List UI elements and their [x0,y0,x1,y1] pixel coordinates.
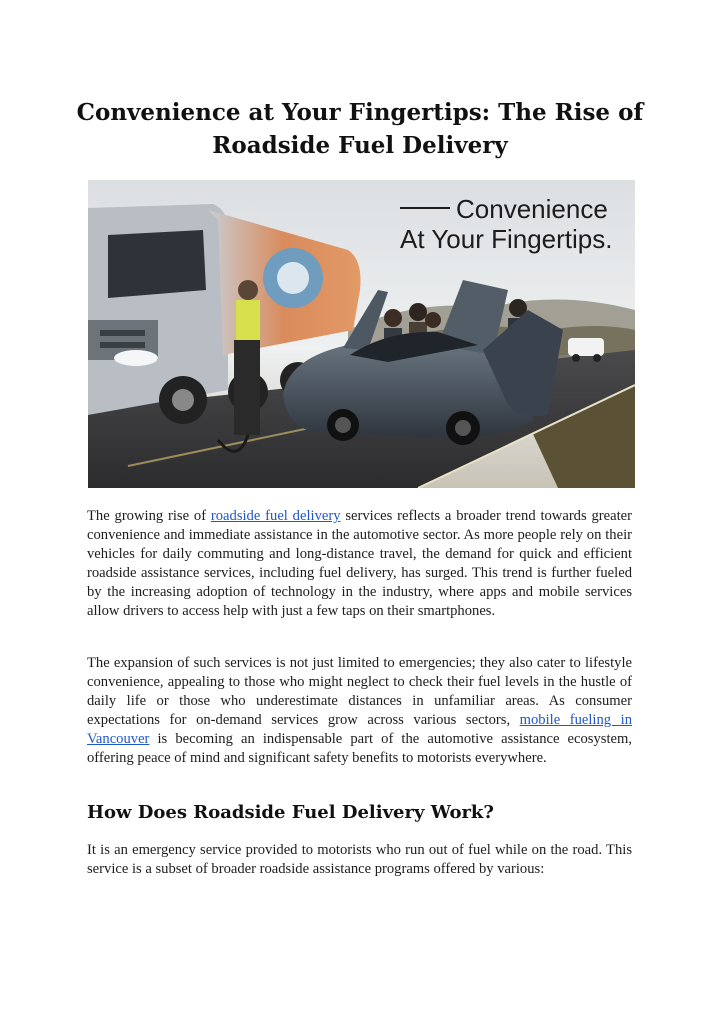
paragraph-1-rest: services reflects a broader trend towards greater convenience and immediate assistance in the automotive sector. As more people rely on their vehicles for daily commuting and long-distance travel, the demand for quick and efficient roadside assistance services, including fuel delivery, has surged. This trend is further fueled by the increasing adoption of technology in the industry, where apps and mobile services allow drivers to access help with just a few taps on their smartphones. [87,508,632,619]
paragraph-2-rest: is becoming an indispensable part of the automotive assistance ecosystem, offering peace of mind and significant safety benefits to motorists everywhere. [87,731,632,766]
article-title: Convenience at Your Fingertips: The Rise of Roadside Fuel Delivery [76,99,644,159]
paragraph-3: It is an emergency service provided to motorists who run out of fuel while on the road. This service is a subset of broader roadside assistance programs offered by various: [87,842,632,877]
roadside-fuel-delivery-link[interactable]: roadside fuel delivery [210,508,341,524]
section-heading: How Does Roadside Fuel Delivery Work? [87,802,494,823]
paragraph-2-lead: The expansion of such services is not just limited to emergencies; they also cater to lifestyle convenience, appealing to those who might neglect to check their fuel levels in the hustle of daily life or those who underestimate distances in unfamiliar areas. As consumer expectations for on-demand services grow across various sectors, [87,655,632,728]
hero-overlay-line2: At Your Fingertips. [400,224,613,254]
hero-overlay-line1: Convenience [456,194,608,224]
paragraph-1 [87,507,632,621]
hero-image [88,180,635,488]
paragraph-1-lead: The growing rise of [87,508,211,524]
mobile-fueling-vancouver-link[interactable]: mobile fueling in Vancouver [87,712,632,747]
paragraph-2 [87,654,632,768]
